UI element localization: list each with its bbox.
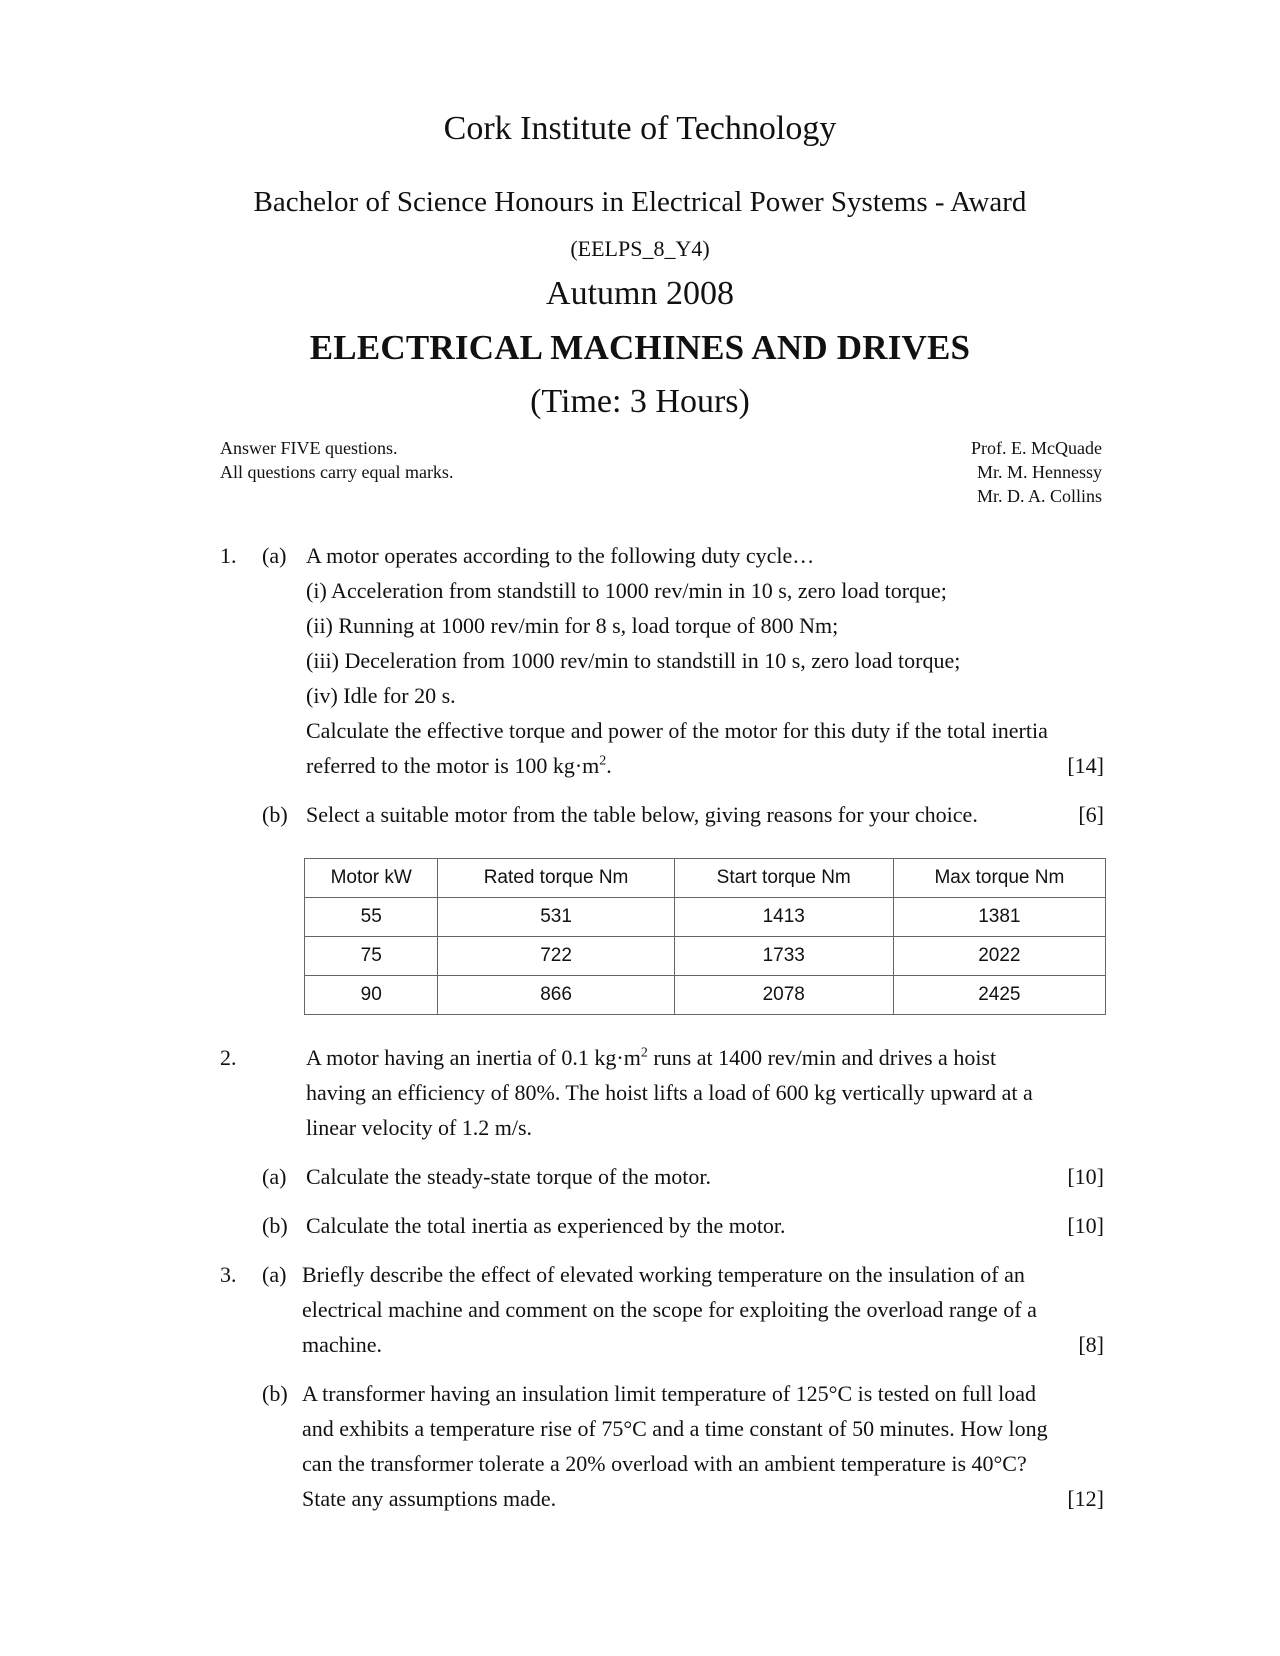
table-cell: 1733 [674,937,893,976]
q1a-calc-line: referred to the motor is 100 $kg\cdot m^2$. [306,753,612,778]
table-cell: 2022 [893,937,1105,976]
q3a-line: machine. [302,1332,383,1357]
table-row [305,937,1106,976]
table-cell: 90 [305,976,438,1015]
part-label: (b) [262,1381,288,1406]
instruction-line: Answer FIVE questions. [220,438,398,458]
part-label: (b) [262,1213,288,1238]
table-cell: 2425 [893,976,1105,1015]
instruction-line: All questions carry equal marks. [220,462,454,482]
q1b-text: Select a suitable motor from the table below, giving reasons for your choice. [306,802,978,827]
q2a-text: Calculate the steady-state torque of the motor. [306,1164,712,1189]
marks: [10] [1067,1164,1104,1189]
subject-title: ELECTRICAL MACHINES AND DRIVES [309,328,971,367]
q3b-line: and exhibits a temperature rise of 75°C and a time constant of 50 minutes. How long [302,1416,1048,1441]
column-header: Start torque Nm [674,859,893,898]
table-cell: 2078 [674,976,893,1015]
question-number: 1. [220,543,237,568]
institution-title: Cork Institute of Technology [443,110,837,147]
duty-item: (i) Acceleration from standstill to 1000 rev/min in 10 s, zero load torque; [306,578,947,603]
q3a-line: Briefly describe the effect of elevated working temperature on the insulation of an [302,1262,1025,1287]
marks: [6] [1078,802,1104,827]
examiner-name: Prof. E. McQuade [971,438,1102,458]
duty-item: (ii) Running at 1000 rev/min for 8 s, load torque of 800 Nm; [306,613,839,638]
q1a-intro: A motor operates according to the following duty cycle… [306,543,815,568]
question-number: 3. [220,1262,237,1287]
table-row [305,976,1106,1015]
examiner-name: Mr. M. Hennessy [977,462,1102,482]
marks: [14] [1067,753,1104,778]
duty-item: (iii) Deceleration from 1000 rev/min to standstill in 10 s, zero load torque; [306,648,961,673]
part-label: (a) [262,1262,287,1287]
table-cell: 722 [438,937,674,976]
examiner-name: Mr. D. A. Collins [976,486,1102,506]
part-label: (a) [262,543,287,568]
q2-intro-line: A motor having an inertia of 0.1 $kg\cdot m^2$ runs at 1400 rev/min and drives a hoist [306,1045,997,1070]
q3b-line: State any assumptions made. [302,1486,557,1511]
table-header-row [305,859,1106,898]
examiners [971,436,1102,508]
marks: [8] [1078,1332,1104,1357]
q3b-line: A transformer having an insulation limit temperature of 125°C is tested on full load [302,1381,1037,1406]
question-number: 2. [220,1045,237,1070]
q2b-text: Calculate the total inertia as experienced by the motor. [306,1213,786,1238]
marks: [12] [1067,1486,1104,1511]
column-header: Max torque Nm [893,859,1105,898]
q2-intro-line: having an efficiency of 80%. The hoist lifts a load of 600 kg vertically upward at a [306,1080,1033,1105]
table-cell: 1381 [893,898,1105,937]
q3a-line: electrical machine and comment on the scope for exploiting the overload range of a [302,1297,1037,1322]
part-label: (b) [262,802,288,827]
duty-item: (iv) Idle for 20 s. [306,683,456,708]
q3b-line: can the transformer tolerate a 20% overload with an ambient temperature is 40°C? [302,1451,1027,1476]
course-code: (EELPS_8_Y4) [570,236,710,261]
instructions [220,436,453,484]
q1a-calc-line: Calculate the effective torque and power of the motor for this duty if the total inertia [306,718,1048,743]
table-cell: 55 [305,898,438,937]
table-cell: 1413 [674,898,893,937]
exam-duration: (Time: 3 Hours) [530,383,750,420]
table-cell: 866 [438,976,674,1015]
exam-session: Autumn 2008 [546,275,734,312]
table-cell: 531 [438,898,674,937]
part-label: (a) [262,1164,287,1189]
degree-title: Bachelor of Science Honours in Electrical Power Systems - Award [253,186,1027,218]
column-header: Rated torque Nm [438,859,674,898]
table-row [305,898,1106,937]
column-header: Motor kW [305,859,438,898]
q2-intro-line: linear velocity of 1.2 m/s. [306,1115,533,1140]
table-cell: 75 [305,937,438,976]
motor-table [304,858,1106,1015]
marks: [10] [1067,1213,1104,1238]
